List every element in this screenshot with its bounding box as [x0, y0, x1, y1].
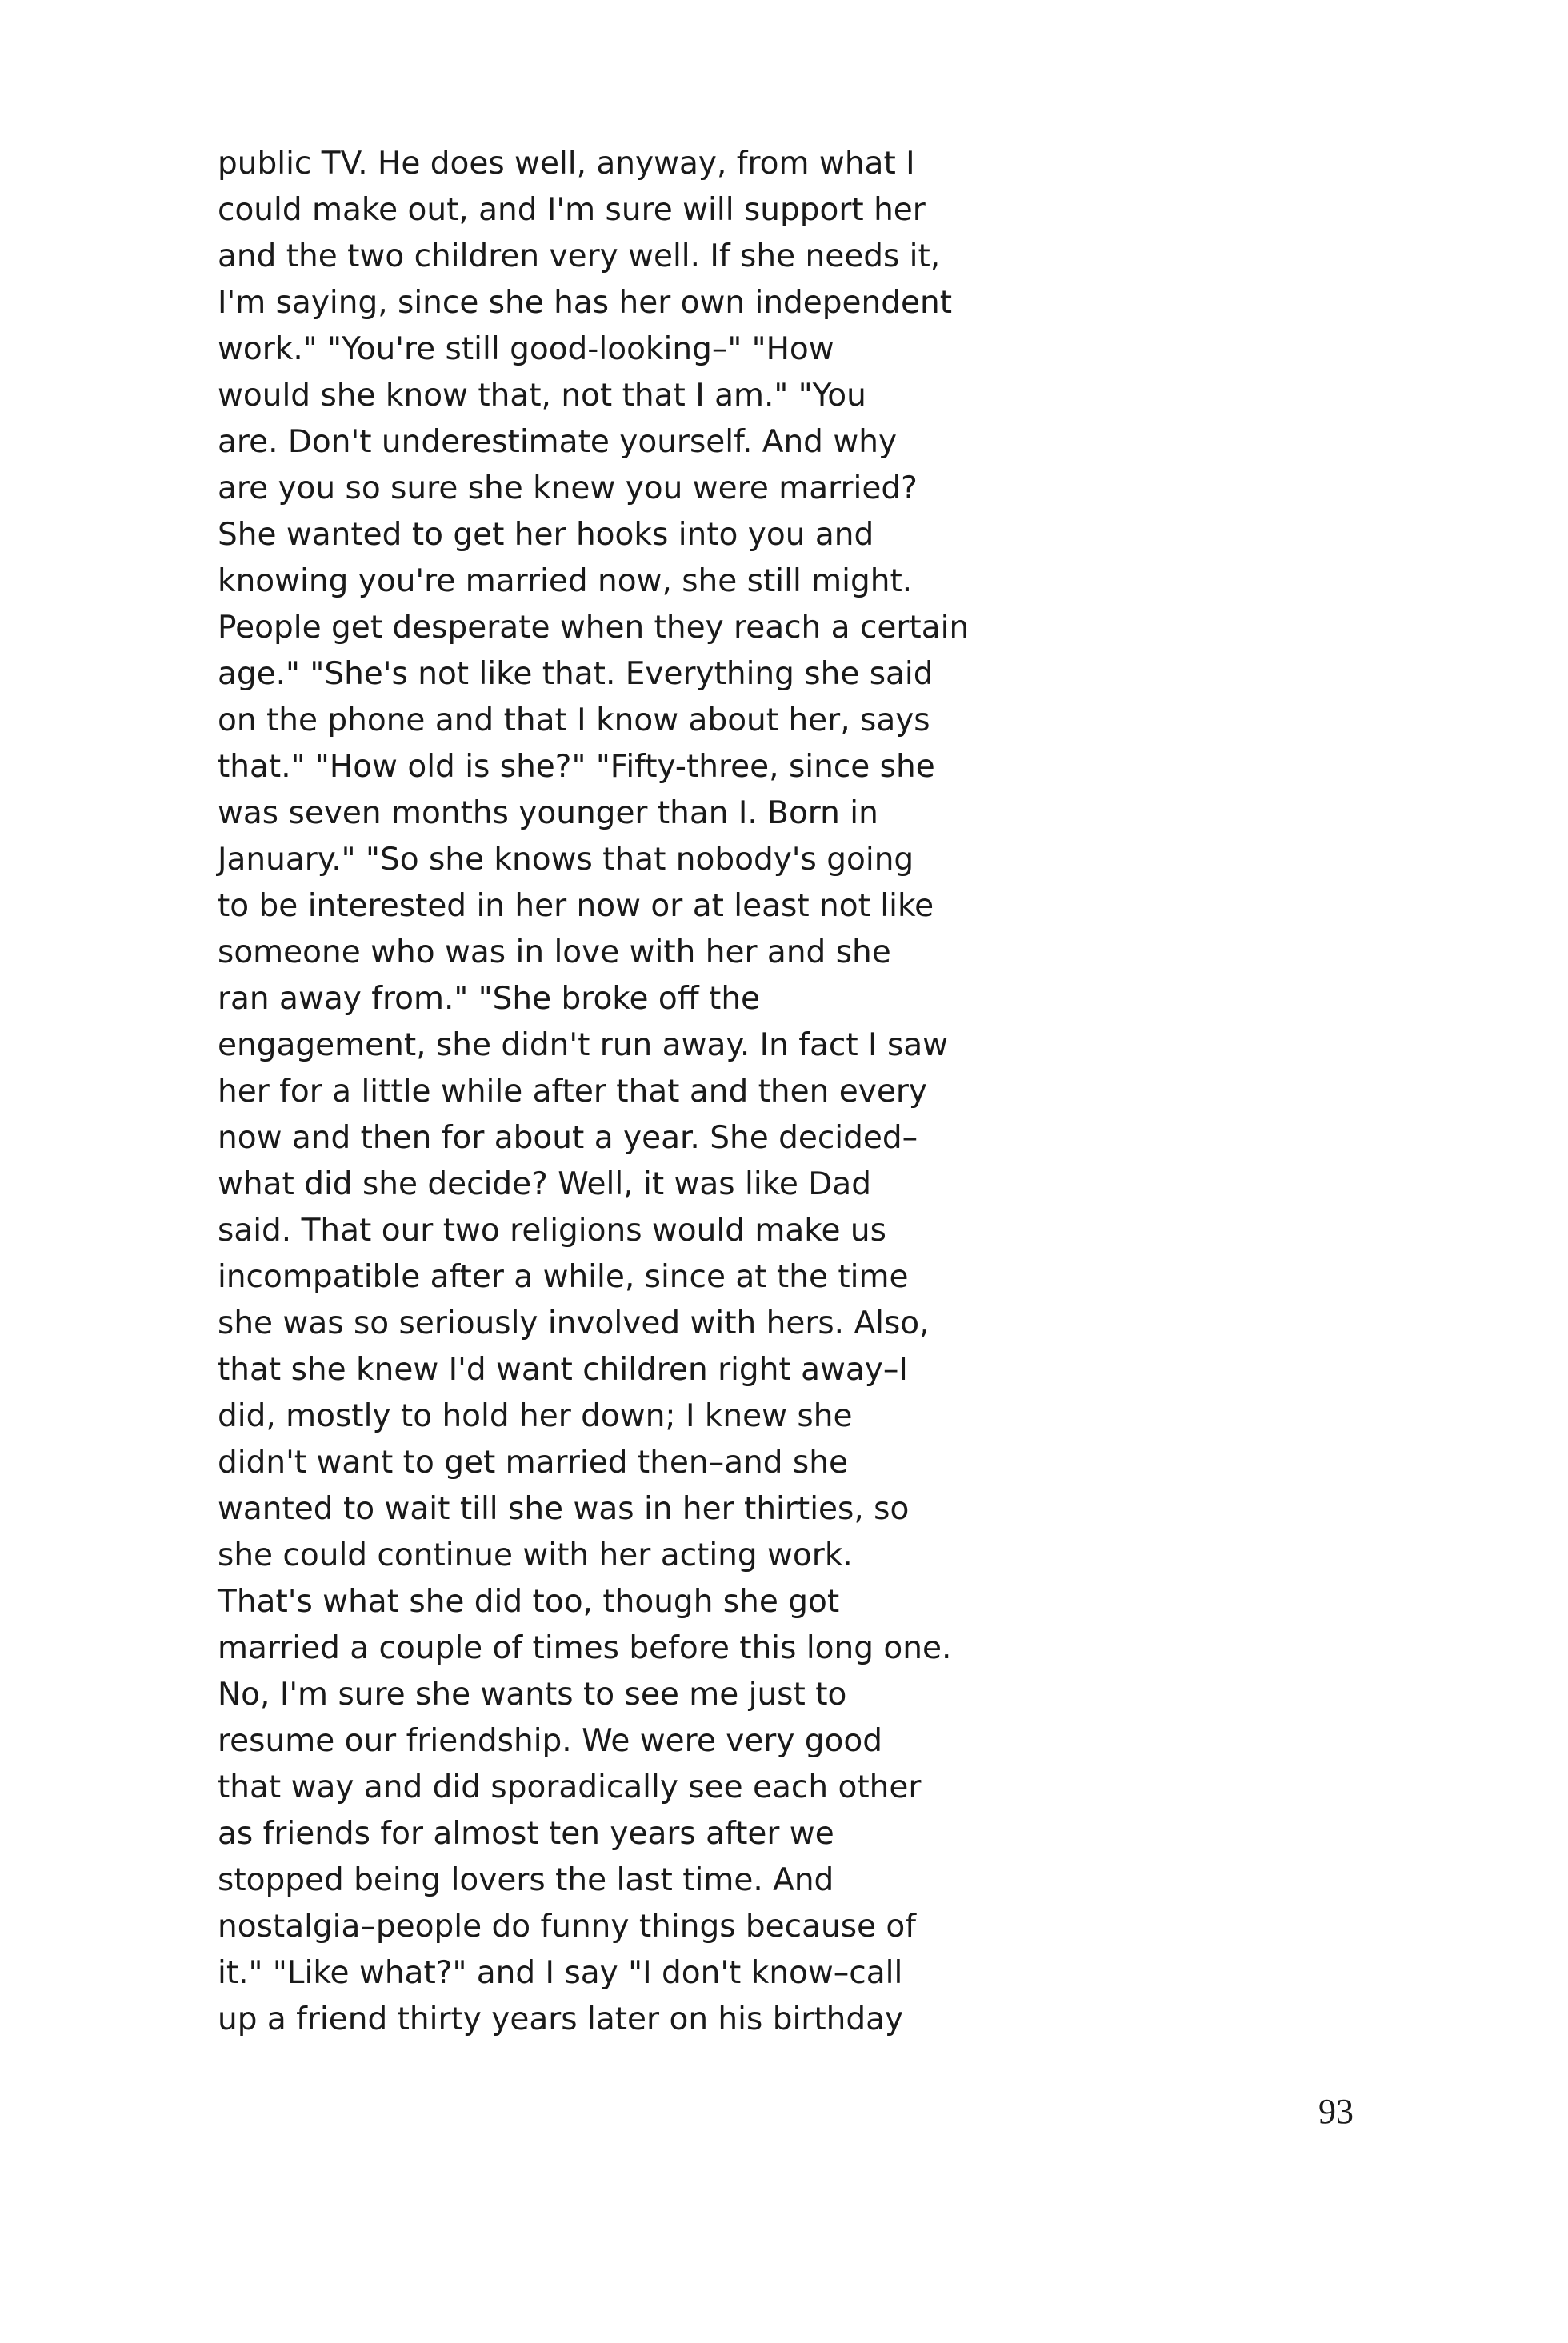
text-line: ran away from." "She broke off the	[218, 981, 761, 1017]
text-line: married a couple of times before this long one.	[218, 1630, 952, 1666]
text-line: age." "She's not like that. Everything she said	[218, 656, 934, 692]
text-line: work." "You're still good-looking–" "How	[218, 331, 834, 367]
text-line: as friends for almost ten years after we	[218, 1816, 834, 1852]
text-line: that way and did sporadically see each other	[218, 1769, 922, 1805]
text-line: knowing you're married now, she still might.	[218, 563, 913, 599]
text-line: That's what she did too, though she got	[218, 1584, 840, 1620]
text-line: and the two children very well. If she needs it,	[218, 238, 941, 274]
text-line: didn't want to get married then–and she	[218, 1445, 848, 1481]
text-line: her for a little while after that and then every	[218, 1074, 927, 1110]
text-line: did, mostly to hold her down; I knew she	[218, 1398, 853, 1434]
text-line: she could continue with her acting work.	[218, 1537, 853, 1573]
body-text	[218, 141, 1018, 2043]
text-line: it." "Like what?" and I say "I don't know–call	[218, 1955, 903, 1991]
text-line: stopped being lovers the last time. And	[218, 1862, 834, 1898]
text-line: on the phone and that I know about her, says	[218, 702, 930, 738]
text-line: could make out, and I'm sure will support her	[218, 192, 926, 228]
text-line: incompatible after a while, since at the time	[218, 1259, 909, 1295]
text-line: wanted to wait till she was in her thirties, so	[218, 1491, 910, 1527]
text-line: January." "So she knows that nobody's going	[218, 842, 914, 878]
text-line: public TV. He does well, anyway, from what I	[218, 146, 915, 182]
text-line: would she know that, not that I am." "You	[218, 378, 866, 414]
text-line: was seven months younger than I. Born in	[218, 795, 878, 831]
text-line: She wanted to get her hooks into you and	[218, 517, 874, 553]
text-line: what did she decide? Well, it was like Dad	[218, 1166, 871, 1202]
text-line: that." "How old is she?" "Fifty-three, since she	[218, 749, 935, 785]
text-line: to be interested in her now or at least not like	[218, 888, 934, 924]
text-line: I'm saying, since she has her own independent	[218, 285, 953, 321]
text-line: resume our friendship. We were very good	[218, 1723, 883, 1759]
text-line: No, I'm sure she wants to see me just to	[218, 1677, 847, 1713]
text-line: nostalgia–people do funny things because of	[218, 1909, 917, 1945]
text-line: said. That our two religions would make us	[218, 1213, 886, 1249]
text-line: are you so sure she knew you were married?	[218, 470, 918, 506]
text-line: People get desperate when they reach a certain	[218, 610, 970, 646]
text-line: engagement, she didn't run away. In fact I saw	[218, 1027, 949, 1063]
text-line: someone who was in love with her and she	[218, 934, 891, 970]
text-line: now and then for about a year. She decided–	[218, 1120, 918, 1156]
text-line: are. Don't underestimate yourself. And why	[218, 424, 898, 460]
text-line: up a friend thirty years later on his birthday	[218, 2001, 904, 2037]
text-line: she was so seriously involved with hers. Also,	[218, 1305, 930, 1341]
page-number: 93	[1318, 2092, 1354, 2131]
text-line: that she knew I'd want children right away–I	[218, 1352, 908, 1388]
